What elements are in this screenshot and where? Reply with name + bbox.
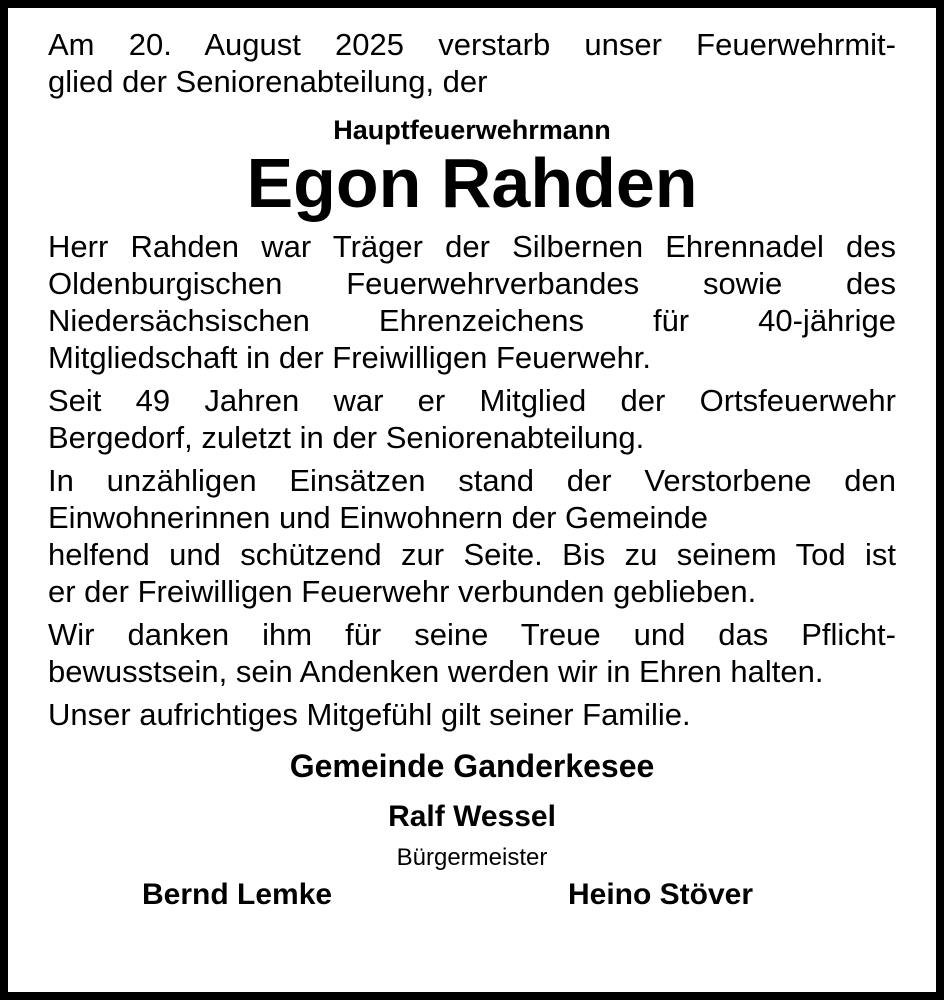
deceased-name: Egon Rahden <box>246 144 698 222</box>
honors-line: Niedersächsischen Ehrenzeichens für 40-jährige <box>48 303 896 338</box>
honors-line: Herr Rahden war Träger der Silbernen Ehrennadel des <box>48 229 896 264</box>
membership-line: Bergedorf, zuletzt in der Seniorenabteilung. <box>48 420 645 455</box>
honors-paragraph <box>48 228 896 376</box>
intro-paragraph <box>48 26 896 100</box>
organization-name: Gemeinde Ganderkesee <box>289 748 655 784</box>
signers-row <box>48 877 896 917</box>
obituary-notice <box>48 26 896 917</box>
thanks-line: Wir danken ihm für seine Treue und das Pflicht- <box>48 617 896 652</box>
thanks-line: bewusstsein, sein Andenken werden wir in Ehren halten. <box>48 654 824 689</box>
service-line: In unzähligen Einsätzen stand der Verstorbene den <box>48 463 896 498</box>
mayor-title: Bürgermeister <box>396 844 548 871</box>
signer-right-name: Heino Stöver <box>568 878 754 911</box>
service-line: er der Freiwilligen Feuerwehr verbunden geblieben. <box>48 574 757 609</box>
deceased-rank: Hauptfeuerwehrmann <box>333 115 611 145</box>
service-line: helfend und schützend zur Seite. Bis zu seinem Tod ist <box>48 537 896 572</box>
thanks-paragraph <box>48 616 896 690</box>
service-line: Einwohnerinnen und Einwohnern der Gemeinde <box>48 500 709 535</box>
intro-line: Am 20. August 2025 verstarb unser Feuerwehrmit- <box>48 27 896 62</box>
honors-line: Mitgliedschaft in der Freiwilligen Feuerwehr. <box>48 340 652 375</box>
sympathy-paragraph <box>48 696 896 733</box>
service-paragraph <box>48 462 896 610</box>
mayor-name: Ralf Wessel <box>388 800 556 833</box>
intro-line: glied der Seniorenabteilung, der <box>48 64 488 99</box>
membership-paragraph <box>48 382 896 456</box>
sympathy-line: Unser aufrichtiges Mitgefühl gilt seiner Familie. <box>48 697 691 732</box>
membership-line: Seit 49 Jahren war er Mitglied der Ortsfeuerwehr <box>48 383 896 418</box>
signer-left-name: Bernd Lemke <box>142 878 333 911</box>
honors-line: Oldenburgischen Feuerwehrverbandes sowie des <box>48 266 896 301</box>
